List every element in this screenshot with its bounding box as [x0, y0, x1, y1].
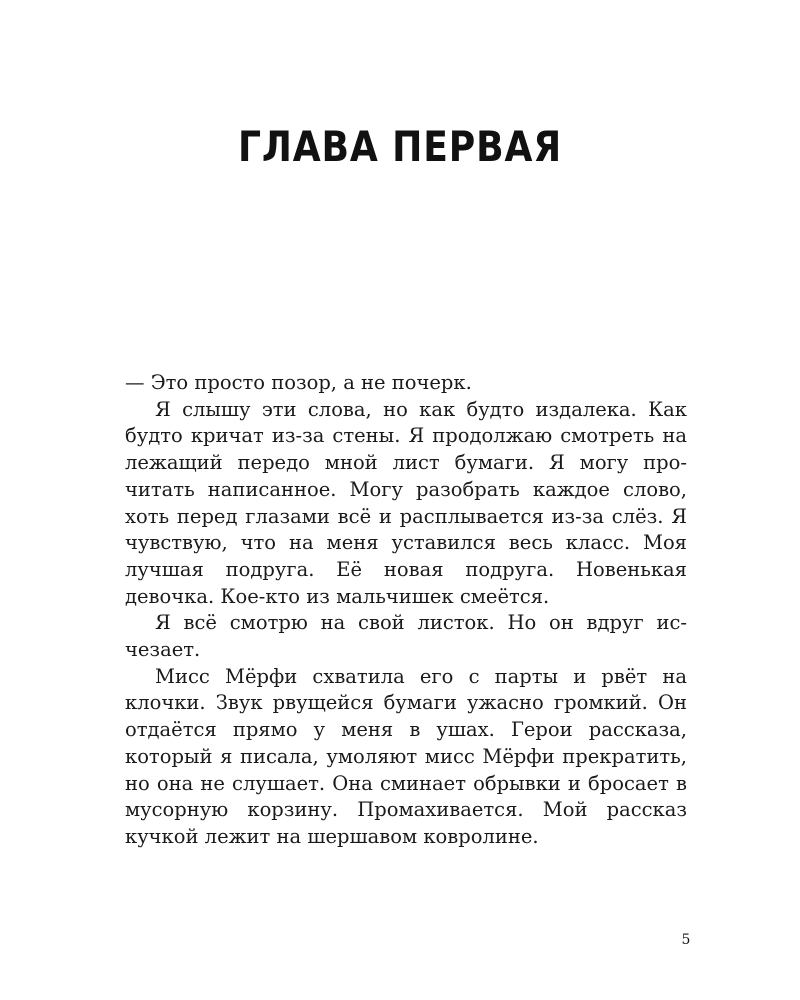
paragraph: Я всё смотрю на свой листок. Но он вдруг исчезает. — [125, 611, 687, 662]
chapter-title: ГЛАВА ПЕРВАЯ — [237, 122, 563, 171]
page-number: 5 — [681, 932, 691, 948]
paragraph: Я слышу эти слова, но как будто издалека. Как будто кричат из-за стены. Я продолжаю смотреть на лежащий передо мной лист бумаги. Я могу прочитать написанное. Могу разобрать каждое слово, хоть перед глазами всё и расплывается из-за слёз. Я чувствую, что на меня уставился весь класс. Моя лучшая подруга. Её новая подруга. Новенькая девочка. Кое-кто из мальчишек смеётся. — [125, 397, 687, 608]
paragraph-dialogue-opening: — Это просто позор, а не почерк. — [125, 371, 472, 394]
chapter-body-text — [125, 370, 687, 851]
paragraph: Мисс Мёрфи схватила его с парты и рвёт на клочки. Звук рвущейся бумаги ужасно громкий. Он отдаётся прямо у меня в ушах. Герои рассказа, который я писала, умоляют мисс Мёрфи прекратить, но она не слушает. Она сминает обрывки и бросает в мусорную корзину. Промахивается. Мой рассказ кучкой лежит на шершавом ковролине. — [125, 664, 687, 848]
